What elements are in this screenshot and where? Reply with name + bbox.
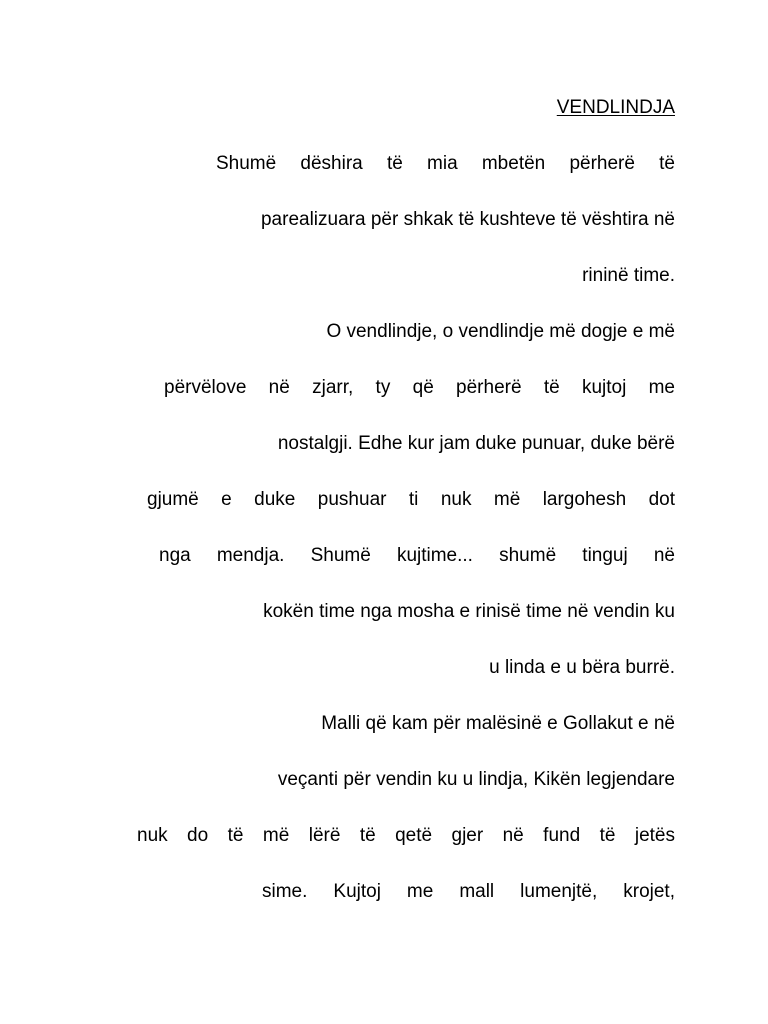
text-line-4: O vendlindje, o vendlindje më dogje e më	[326, 321, 675, 342]
text-line-3: rininë time.	[582, 265, 675, 286]
text-line-2: parealizuara për shkak të kushteve të vështira në	[260, 209, 675, 230]
document-title: VENDLINDJA	[556, 97, 675, 118]
text-line-10: u linda e u bëra burrë.	[489, 657, 675, 678]
text-line-9: kokën time nga mosha e rinisë time në vendin ku	[263, 601, 675, 622]
text-line-12: veçanti për vendin ku u lindja, Kikën legjendare	[277, 769, 675, 790]
text-line-7: gjumë e duke pushuar ti nuk më largohesh dot	[147, 489, 675, 510]
text-line-1: Shumë dëshira të mia mbetën përherë të	[216, 153, 675, 174]
text-line-11: Malli që kam për malësinë e Gollakut e në	[321, 713, 675, 734]
text-line-5: përvëlove në zjarr, ty që përherë të kujtoj me	[164, 377, 675, 398]
text-line-14: sime. Kujtoj me mall lumenjtë, krojet,	[262, 881, 675, 902]
text-line-6: nostalgji. Edhe kur jam duke punuar, duke bërë	[277, 433, 675, 454]
text-line-8: nga mendja. Shumë kujtime... shumë tinguj në	[159, 545, 675, 566]
text-line-13: nuk do të më lërë të qetë gjer në fund të jetës	[137, 825, 675, 846]
